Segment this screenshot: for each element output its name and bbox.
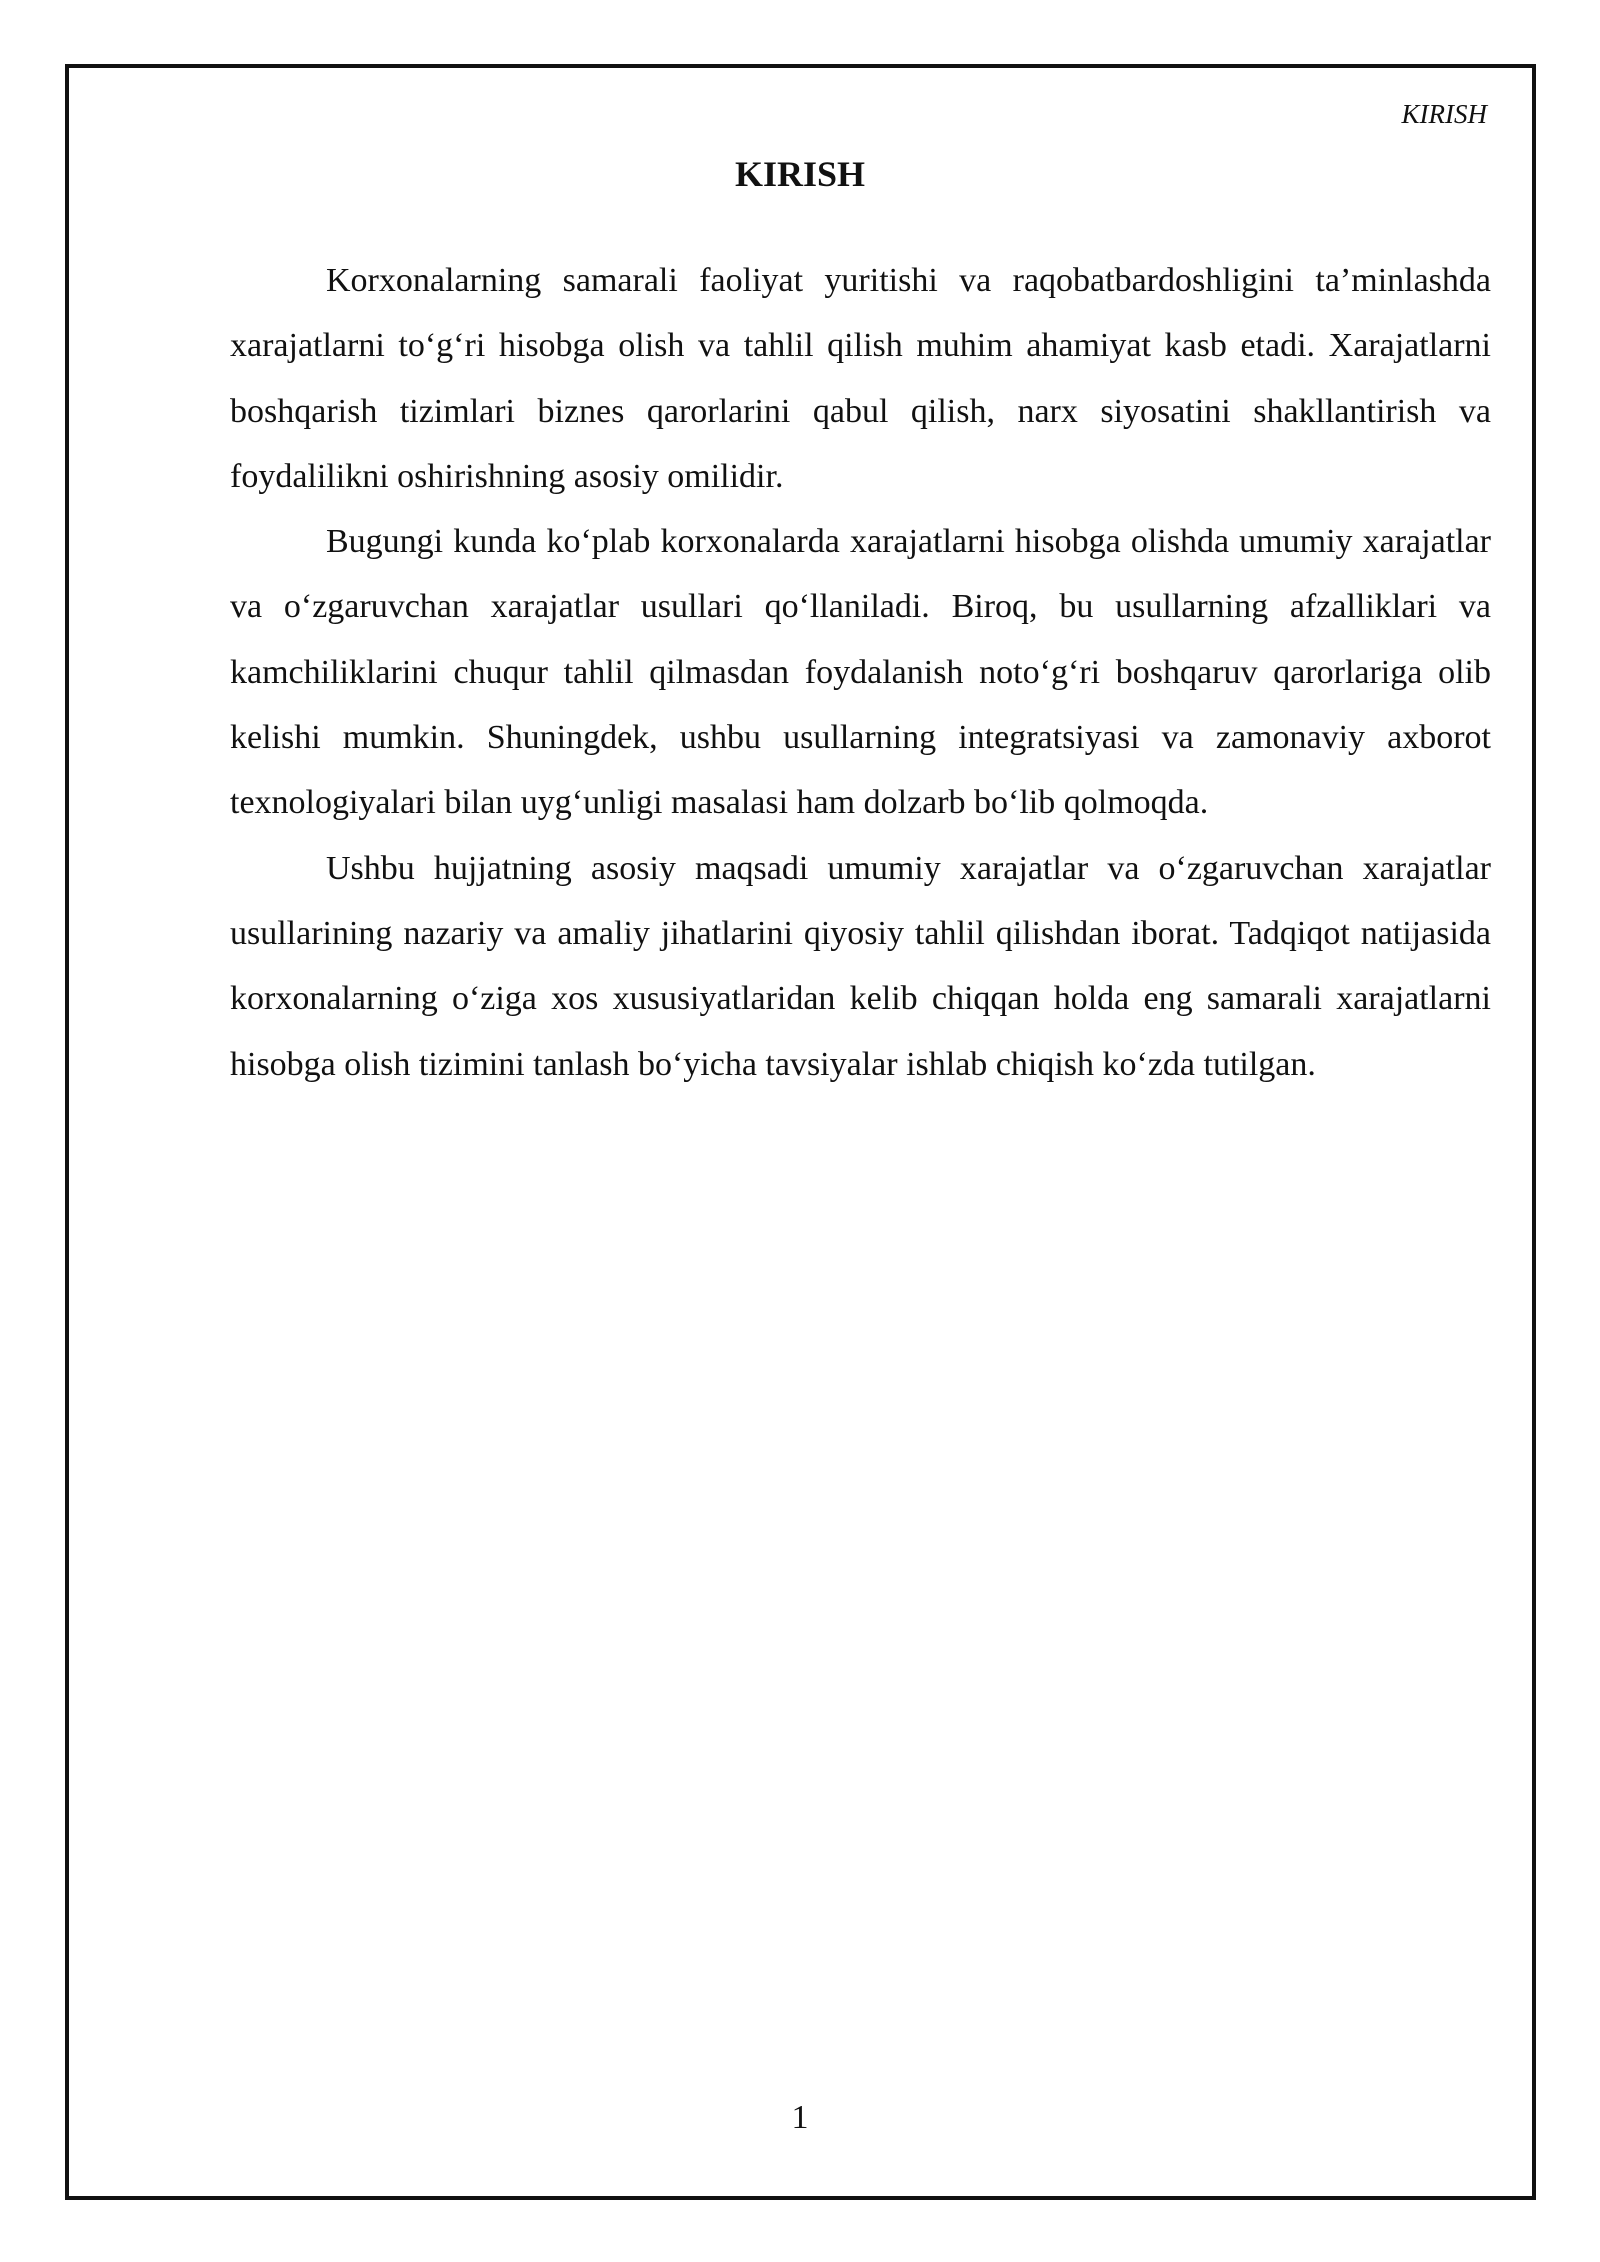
body-text [230,248,1491,1097]
paragraph-3: Ushbu hujjatning asosiy maqsadi umumiy xarajatlar va o‘zgaruvchan xarajatlar usullarining nazariy va amaliy jihatlarini qiyosiy tahlil qilishdan iborat. Tadqiqot natijasida korxonalarning o‘ziga xos xususiyatlaridan kelib chiqqan holda eng samarali xarajatlarni hisobga olish tizimini tanlash bo‘yicha tavsiyalar ishlab chiqish ko‘zda tutilgan. [230,849,1491,1083]
page-number: 1 [791,2099,809,2136]
paragraph-2: Bugungi kunda ko‘plab korxonalarda xarajatlarni hisobga olishda umumiy xarajatlar va o‘zgaruvchan xarajatlar usullari qo‘llaniladi. Biroq, bu usullarning afzalliklari va kamchiliklarini chuqur tahlil qilmasdan foydalanish noto‘g‘ri boshqaruv qarorlariga olib kelishi mumkin. Shuningdek, ushbu usullarning integratsiyasi va zamonaviy axborot texnologiyalari bilan uyg‘unligi masalasi ham dolzarb bo‘lib qolmoqda. [230,523,1491,822]
running-header: KIRISH [1401,99,1487,129]
paragraph-1: Korxonalarning samarali faoliyat yuritishi va raqobatbardoshligini ta’minlashda xarajatlarni to‘g‘ri hisobga olish va tahlil qilish muhim ahamiyat kasb etadi. Xarajatlarni boshqarish tizimlari biznes qarorlarini qabul qilish, narx siyosatini shakllantirish va foydalilikni oshirishning asosiy omilidir. [230,262,1491,495]
page-title: KIRISH [734,154,866,194]
